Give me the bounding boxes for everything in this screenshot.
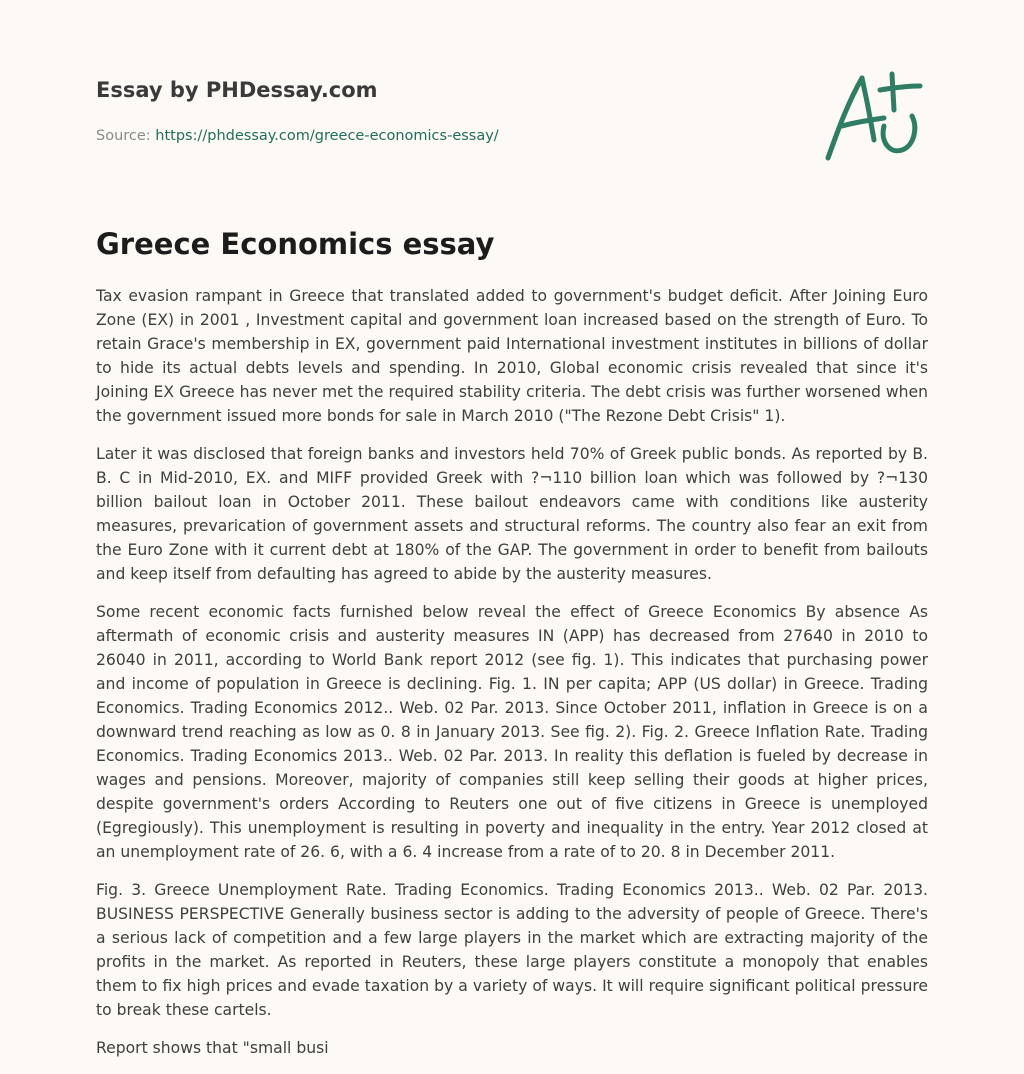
essay-header: [96, 76, 796, 146]
essay-body: [96, 284, 928, 1074]
paragraph: Some recent economic facts furnished below reveal the effect of Greece Economics By absence As aftermath of economic crisis and austerity measures IN (APP) has decreased from 27640 in 2010 to 26040 in 2011, according to World Bank report 2012 (see fig. 1). This indicates that purchasing power and income of population in Greece is declining. Fig. 1. IN per capita; APP (US dollar) in Greece. Trading Economics. Trading Economics 2012.. Web. 02 Par. 2013. Since October 2011, inflation in Greece is on a downward trend reaching as low as 0. 8 in January 2013. See fig. 2). Fig. 2. Greece Inflation Rate. Trading Economics. Trading Economics 2013.. Web. 02 Par. 2013. In reality this deflation is fueled by decrease in wages and pensions. Moreover, majority of companies still keep selling their goods at higher prices, despite government's orders According to Reuters one out of five citizens in Greece is unemployed (Egregiously). This unemployment is resulting in poverty and inequality in the entry. Year 2012 closed at an unemployment rate of 26. 6, with a 6. 4 increase from a rate of to 20. 8 in December 2011.: [96, 603, 928, 861]
source-label: Source:: [96, 128, 156, 144]
source-link[interactable]: https://phdessay.com/greece-economics-essay/: [155, 128, 499, 144]
paragraph: Fig. 3. Greece Unemployment Rate. Trading Economics. Trading Economics 2013.. Web. 02 Par. 2013. BUSINESS PERSPECTIVE Generally business sector is adding to the adversity of people of Greece. There's a serious lack of competition and a few large players in the market which are extracting majority of the profits in the market. As reported in Reuters, these large players constitute a monopoly that enables them to fix high prices and evade taxation by a variety of ways. It will require significant political pressure to break these cartels.: [96, 881, 928, 1019]
essay-title: Greece Economics essay: [96, 227, 495, 261]
paragraph: Tax evasion rampant in Greece that translated added to government's budget deficit. After Joining Euro Zone (EX) in 2001 , Investment capital and government loan increased based on the strength of Euro. To retain Grace's membership in EX, government paid International investment institutes in billions of dollar to hide its actual debts levels and spending. In 2010, Global economic crisis revealed that since it's Joining EX Greece has never met the required stability criteria. The debt crisis was further worsened when the government issued more bonds for sale in March 2010 ("The Rezone Debt Crisis" 1).: [96, 287, 928, 425]
a-plus-logo-icon: [818, 66, 928, 166]
source-line: [96, 126, 796, 146]
brand-title: Essay by PHDessay.com: [96, 78, 378, 102]
paragraph: Later it was disclosed that foreign banks and investors held 70% of Greek public bonds. As reported by B. B. C in Mid-2010, EX. and MIFF provided Greek with ?¬110 billion loan which was followed by ?¬130 billion bailout loan in October 2011. These bailout endeavors came with conditions like austerity measures, prevarication of government assets and structural reforms. The country also fear an exit from the Euro Zone with it current debt at 180% of the GAP. The government in order to benefit from bailouts and keep itself from defaulting has agreed to abide by the austerity measures.: [96, 445, 928, 583]
paragraph: Report shows that "small busi: [96, 1039, 329, 1057]
